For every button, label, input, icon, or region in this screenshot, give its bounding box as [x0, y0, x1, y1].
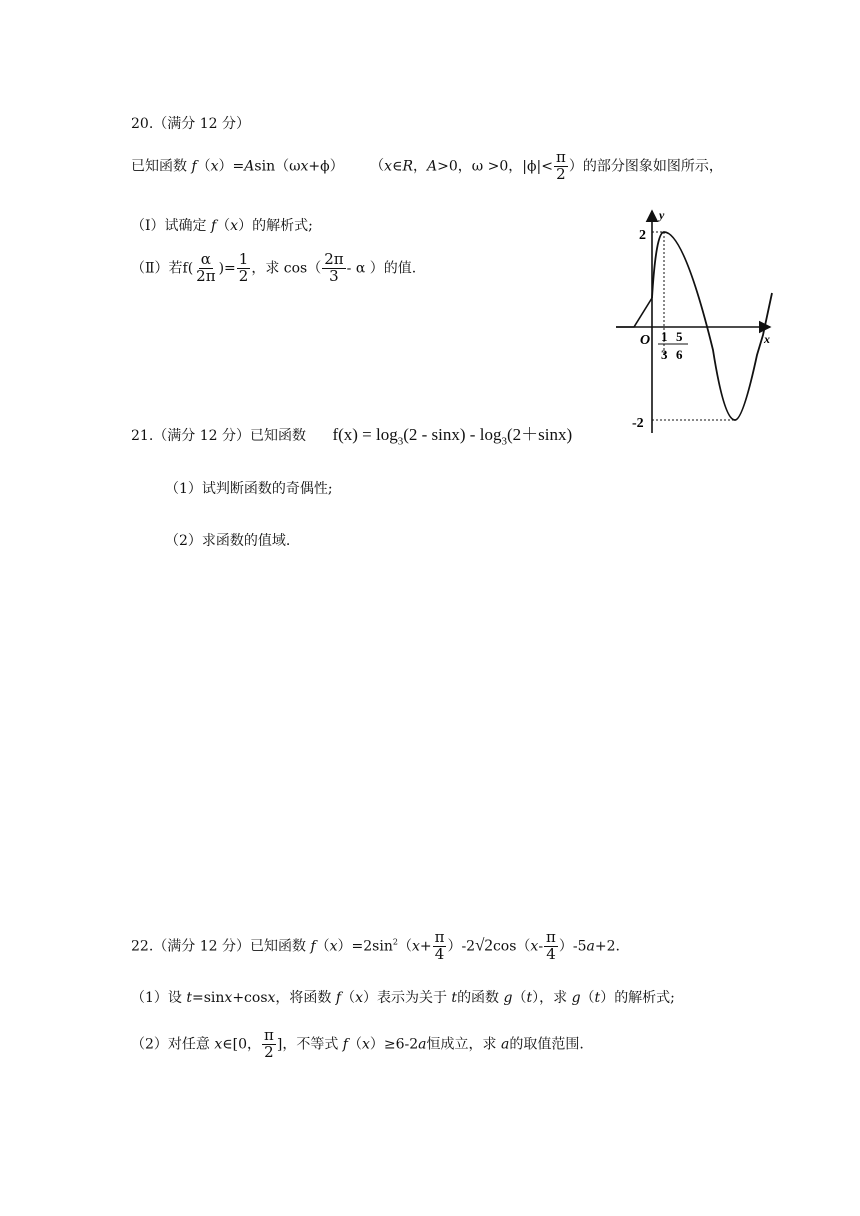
q21-part1: （1）试判断函数的奇偶性;	[165, 481, 333, 497]
tick-5-6-den: 6	[676, 347, 683, 362]
tick-1-3-num: 1	[661, 329, 668, 344]
tick-1-3-den: 3	[661, 347, 668, 362]
origin-label: O	[640, 333, 651, 348]
q20-part2: （Ⅱ）若f( $\frac{\alpha}{2\pi}$ )= $\frac{1}{2}$ ，求 cos（ $\frac{2\pi}{3}$ - α ）的值.	[131, 250, 417, 285]
q21-heading: 21.（满分 12 分）已知函数 $f(x) = \log_3(2 - \sin x) - \log_3(2+\sin x)$	[131, 425, 573, 448]
x-axis-label: x	[764, 332, 770, 346]
pi-over-2-fraction: $\frac{\pi}{2}$	[555, 148, 566, 183]
q22-part1: （1）设 t=sinx+cosx，将函数 f（x）表示为关于 t的函数 g（t），求 g（t）的解析式;	[131, 990, 675, 1006]
q20-part1: （Ⅰ）试确定 f（x）的解析式;	[131, 218, 313, 234]
tick-y-neg2: -2	[632, 416, 644, 431]
curve	[652, 232, 772, 420]
q22-part2: （2）对任意 x∈[0， $\frac{\pi}{2}$ ]，不等式 f（x）≥6-2a恒成立，求 a的取值范围.	[131, 1026, 584, 1061]
tick-y-2: 2	[639, 228, 646, 243]
q21-part2: （2）求函数的值域.	[165, 533, 291, 549]
q20-stem: 已知函数 f（x）=Asin（ωx+ϕ） （x∈R，A>0，ω >0，|ϕ|< $\frac{\pi}{2}$ ）的部分图象如图所示，	[131, 148, 723, 183]
q20-heading: 20.（满分 12 分）	[131, 116, 250, 132]
y-axis-label: y	[659, 208, 665, 222]
q21-formula: $f(x) = \log_3(2 - \sin x) - \log_3(2+\sin x)$	[332, 425, 573, 448]
q22-heading: 22.（满分 12 分）已知函数 $f(x)=2\sin^2(x+$ $\frac{\pi}{4}$ ）-2√2cos（x- $\frac{\pi}{4}$ ）-5a+2.	[131, 928, 620, 963]
tick-5-6-num: 5	[676, 329, 683, 344]
sine-graph	[612, 205, 777, 437]
